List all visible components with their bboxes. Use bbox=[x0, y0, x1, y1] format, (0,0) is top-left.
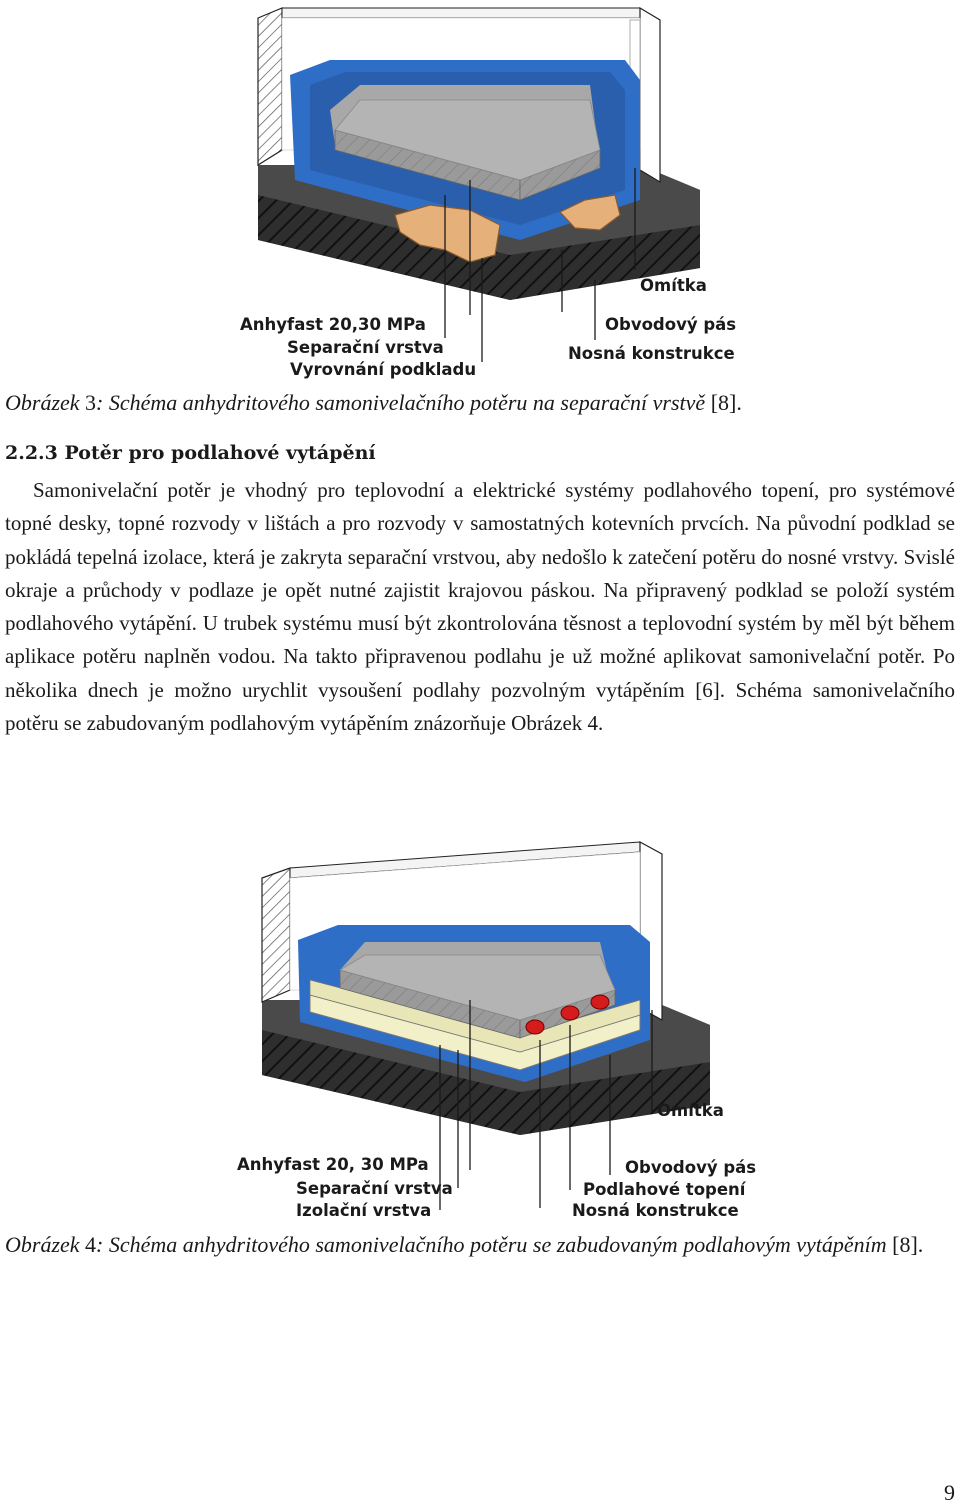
section-body bbox=[5, 474, 955, 740]
figure-1-caption bbox=[5, 386, 955, 419]
label-anhyfast: Anhyfast 20, 30 MPa bbox=[237, 1155, 429, 1174]
caption-ref: [8]. bbox=[886, 1232, 924, 1257]
label-nosna-konstrukce: Nosná konstrukce bbox=[568, 344, 735, 363]
caption-text: : Schéma anhydritového samonivelačního potěru se zabudovaným podlahovým vytápěním bbox=[96, 1232, 887, 1257]
page-number: 9 bbox=[944, 1480, 955, 1505]
figure-2 bbox=[0, 830, 960, 1225]
label-izolacni-vrstva: Izolační vrstva bbox=[296, 1201, 432, 1220]
figure-2-caption bbox=[5, 1228, 955, 1261]
caption-number: 3 bbox=[85, 390, 97, 415]
caption-ref: [8]. bbox=[705, 390, 742, 415]
section-heading bbox=[5, 442, 376, 464]
label-separacni-vrstva: Separační vrstva bbox=[296, 1179, 453, 1198]
caption-number: 4 bbox=[85, 1232, 97, 1257]
label-podlahove-topeni: Podlahové topení bbox=[583, 1180, 746, 1199]
label-obvodovy-pas: Obvodový pás bbox=[605, 315, 737, 334]
figure-1-diagram bbox=[0, 0, 960, 385]
label-separacni-vrstva: Separační vrstva bbox=[287, 338, 444, 357]
figure-2-diagram bbox=[0, 830, 960, 1225]
figure-1 bbox=[0, 0, 960, 385]
label-vyrovnani-podkladu: Vyrovnání podkladu bbox=[290, 360, 477, 379]
label-omitka: Omítka bbox=[657, 1101, 724, 1120]
paragraph: Samonivelační potěr je vhodný pro teplovodní a elektrické systémy podlahového topení, pro systémové topné desky, topné rozvody v lištách a pro rozvody v samostatných kotevních prvcích. Na původní podklad se pokládá tepelná izolace, která je zakryta separační vrstvou, aby nedošlo k zatečení potěru do nosné vrstvy. Svislé okraje a průchody v podlaze je opět nutné zajistit krajovou páskou. Na připravený podklad se položí systém podlahového vytápění. U trubek systému musí být zkontrolována těsnost a teplovodní systém by měl být během aplikace potěru naplněn vodou. Na takto připravenou podlahu je už možné aplikovat samonivelační potěr. Po několika dnech je možno urychlit vysoušení podlahy pozvolným vytápěním [6]. Schéma samonivelačního potěru se zabudovaným podlahovým vytápěním znázorňuje Obrázek 4. bbox=[5, 478, 955, 736]
caption-label: Obrázek bbox=[5, 390, 86, 415]
caption-label: Obrázek bbox=[5, 1232, 86, 1257]
section-number: 2.2.3 bbox=[5, 442, 58, 464]
label-obvodovy-pas: Obvodový pás bbox=[625, 1158, 757, 1177]
caption-text: : Schéma anhydritového samonivelačního potěru na separační vrstvě bbox=[96, 390, 706, 415]
label-omitka: Omítka bbox=[640, 276, 707, 295]
section-title: Potěr pro podlahové vytápění bbox=[57, 442, 376, 464]
label-anhyfast: Anhyfast 20,30 MPa bbox=[240, 315, 426, 334]
label-nosna-konstrukce: Nosná konstrukce bbox=[572, 1201, 739, 1220]
